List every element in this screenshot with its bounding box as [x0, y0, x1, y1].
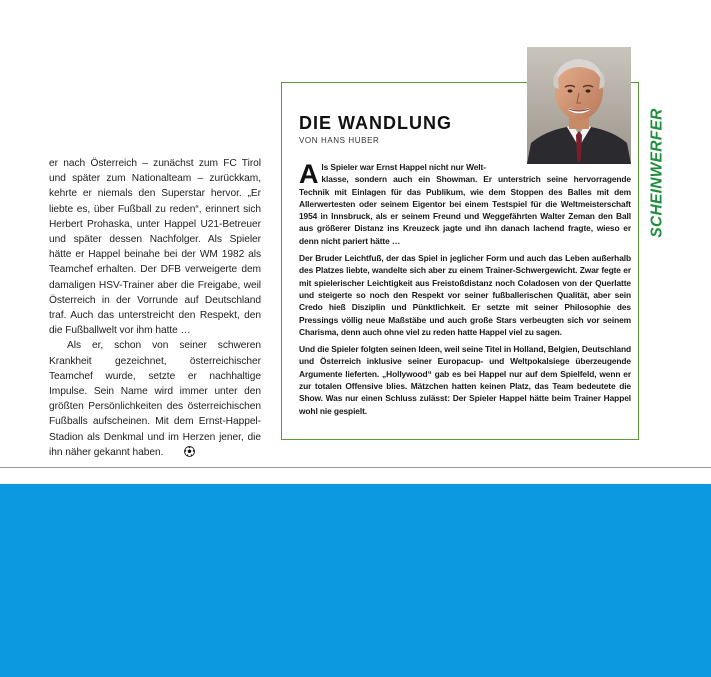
- box-paragraph-1: [299, 161, 631, 247]
- soccer-ball-icon: [166, 446, 195, 462]
- section-label-text: SCHEINWERFER: [649, 108, 667, 238]
- article-headline: DIE WANDLUNG: [299, 113, 452, 133]
- box-paragraph-3: Und die Spieler folgten seinen Ideen, weil seine Titel in Holland, Belgien, Deutschland und Österreich inklusive seiner Europacup- und Weltpokalsiege überzeugende Argumente lieferten. „Hollywood“ gab es bei Happel nur auf dem Spielfeld, wenn er zur totalen Offensive blies. Mätzchen hatten keinen Platz, das Team bedeutete die Show. Was nur einen Schluss zulässt: Der Spieler Happel hätte beim Trainer Happel wohl nie gespielt.: [299, 344, 631, 416]
- article-author: VON HANS HUBER: [299, 136, 380, 145]
- drop-cap: A: [299, 159, 319, 189]
- page-divider: [0, 467, 711, 468]
- column-paragraph-1: er nach Österreich – zunächst zum FC Tirol und später zum Nationalteam – zurückkam, kehrte er niemals den Superstar hervor. „Er liebte es, über Fußball zu reden“, erinnert sich Herbert Prohaska, unter Happel U21-Betreuer und später dessen Nachfolger. Als Spieler hätte er Happel beinahe bei der WM 1982 als Teamchef erhalten. Der DFB verweigerte dem damaligen HSV-Trainer aber die Freigabe, weil Österreich in der Vorrunde auf Deutschland traf. Auch das unterstreicht den Respekt, den die Fußballwelt vor ihm hatte …: [49, 158, 261, 337]
- box-paragraph-2: Der Bruder Leichtfuß, der das Spiel in jeglicher Form und auch das Leben außerhalb des Platzes liebte, wandelte sich aber zu einem Trainer-Schwergewicht. Zwar fegte er mit spielerischer Leichtigkeit aus Freistoßdistanz noch Coladosen von der Querlatte und steigerte so noch den Respekt vor seiner fußballerischen Qualität, aber sein Credo hieß Disziplin und Pünktlichkeit. Er setzte mit seiner Philosophie des Pressings völlig neue Maßstäbe und auch große Stars verbeugten sich vor seinem Charisma, denn auch ohne viel zu reden hatte Happel viel zu sagen.: [299, 253, 631, 337]
- portrait-photo: [527, 47, 631, 164]
- column-paragraph-2-text: Als er, schon von seiner schweren Krankheit gezeichnet, österreichischer Teamchef wurde, setzte er nachhaltige Impulse. Sein Name wird immer unter den größten Persönlichkeiten des österreichischen Fußballs aufscheinen. Mit dem Ernst-Happel-Stadion als Denkmal und im Herzen jener, die ihn näher gekannt haben.: [49, 340, 261, 458]
- section-label: [645, 82, 671, 264]
- column-paragraph-2: [49, 338, 261, 462]
- article-column: [49, 156, 261, 462]
- photo-spacer: [525, 161, 631, 167]
- box-paragraph-1-text: klasse, sondern auch ein Showman. Er unterstrich seine hervorragende Technik mit Einlagen für das Publikum, wie dem Stoppen des Balles mit dem Allerwertesten oder seinem Eigentor bei einem Testspiel für die Weltmeisterschaft 1954 in Innsbruck, als er seinem Freund und Weggefährten Walter Zeman den Ball aus größerer Distanz ins Kreuzeck jagte und ihn danach lachend fragte, wieso er denn nicht pariert hätte …: [299, 174, 631, 246]
- box-article-text: [299, 161, 631, 422]
- blue-band: [0, 484, 711, 677]
- box-paragraph-1-lead: ls Spieler war Ernst Happel nicht nur Welt-: [321, 162, 486, 172]
